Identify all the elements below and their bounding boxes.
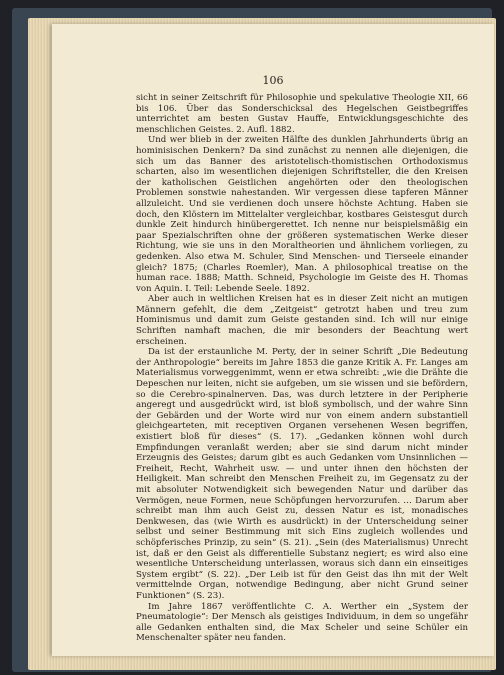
paragraph-5: Im Jahre 1867 veröffentlichte C. A. Werther ein „System der Pneumatologie“: Der Mensch als geistiges Individuum, in dem so ungefähr alle Gedanken enthalten sind, die Max Scheler und seine Schüler ein Menschenalter später neu fanden. (136, 601, 468, 644)
paragraph-3: Aber auch in weltlichen Kreisen hat es in dieser Zeit nicht an mutigen Männern gefehlt, die dem „Zeitgeist“ getrotzt haben und treu zum Hominismus und damit zum Geiste gestanden sind. Ich will nur einige Schriften namhaft machen, die mir besonders der Beachtung wert erscheinen. (136, 294, 468, 347)
paragraph-4: Da ist der erstaunliche M. Perty, der in seiner Schrift „Die Bedeutung der Anthropologie“ bereits im Jahre 1853 die ganze Kritik A. Fr. Langes am Materialismus vorweggenimmt, wenn er etwa schreibt: „wie die Drähte die Depeschen nur leiten, nicht sie aufgeben, um sie wissen und sie befördern, so die Cerebro-spinalnerven. Das, was durch letztere in der Peripherie angeregt und ausgedrückt wird, ist bloß symbolisch, und der wahre Sinn der Gebärden und der Worte wird nur von einem andern substantiell gleichgearteten, mit receptiven Organen versehenen Wesen begriffen, existiert bloß für dieses“ (S. 17). „Gedanken können wohl durch Empfindungen veranlaßt werden; aber sie sind darum nicht minder Erzeugnis des Geistes; darum gibt es auch Gedanken vom Unsinnlichen — Freiheit, Recht, Wahrheit usw. — und unter ihnen den höchsten der Heiligkeit. Man schreibt den Menschen Freiheit zu, im Gegensatz zu der mit absoluter Notwendigkeit sich bewegenden Natur und darüber das Vermögen, neue Formen, neue Schöpfungen hervorzurufen. … Darum aber schreibt man ihm auch Geist zu, dessen Natur es ist, monadisches Denkwesen, das (wie Wirth es ausdrückt) in der Unterscheidung seiner selbst und seiner Bestimmung mit sich Eins zugleich wollendes und schöpferisches Prinzip, zu sein“ (S. 21). „Sein (des Materialismus) Unrecht ist, daß er den Geist als differentielle Substanz negiert; es wird also eine wesentliche Unterscheidung unterlassen, woraus sich dann ein einseitiges System ergibt“ (S. 22). „Der Leib ist für den Geist das ihn mit der Welt vermittelnde Organ, notwendige Bedingung, aber nicht Grund seiner Funktionen“ (S. 23). (136, 347, 468, 601)
page-number: 106 (262, 74, 284, 87)
body-text (136, 93, 468, 644)
book-page (52, 24, 494, 656)
paragraph-1: sicht in seiner Zeitschrift für Philosophie und spekulative Theologie XII, 66 bis 106. Über das Sonderschicksal des Hegelschen Geistbegriffes unterrichtet am besten Gustav Hauffe, Entwicklungsgeschichte des menschlichen Geistes. 2. Aufl. 1882. (136, 93, 468, 135)
paragraph-2: Und wer blieb in der zweiten Hälfte des dunklen Jahrhunderts übrig an hominisischen Denkern? Da sind zunächst zu nennen alle diejenigen, die sich um das Banner des aristotelisch-thomistischen Orthodoxismus scharten, also im wesentlichen diejenigen Schriftsteller, die den Kreisen der katholischen Geistlichen angehörten oder den theologischen Problemen sonstwie nahestanden. Wir vergessen diese tapferen Männer allzuleicht. Und sie verdienen doch unsere höchste Achtung. Haben sie doch, den Klöstern im Mittelalter vergleichbar, kostbares Geistesgut durch dunkle Zeit hindurch hinübergerettet. Ich nenne nur beispielsmäßig ein paar Spezialschriften ohne der größeren systematischen Werke dieser Richtung, wie sie uns in den Moraltheorien und ähnlichem vorliegen, zu gedenken. Also etwa M. Schuler, Sind Menschen- und Tierseele einander gleich? 1875; (Charles Roemler), Man. A philosophical treatise on the human race. 1888; Matth. Schneid, Psychologie im Geiste des H. Thomas von Aquin. I. Teil: Lebende Seele. 1892. (136, 135, 468, 294)
